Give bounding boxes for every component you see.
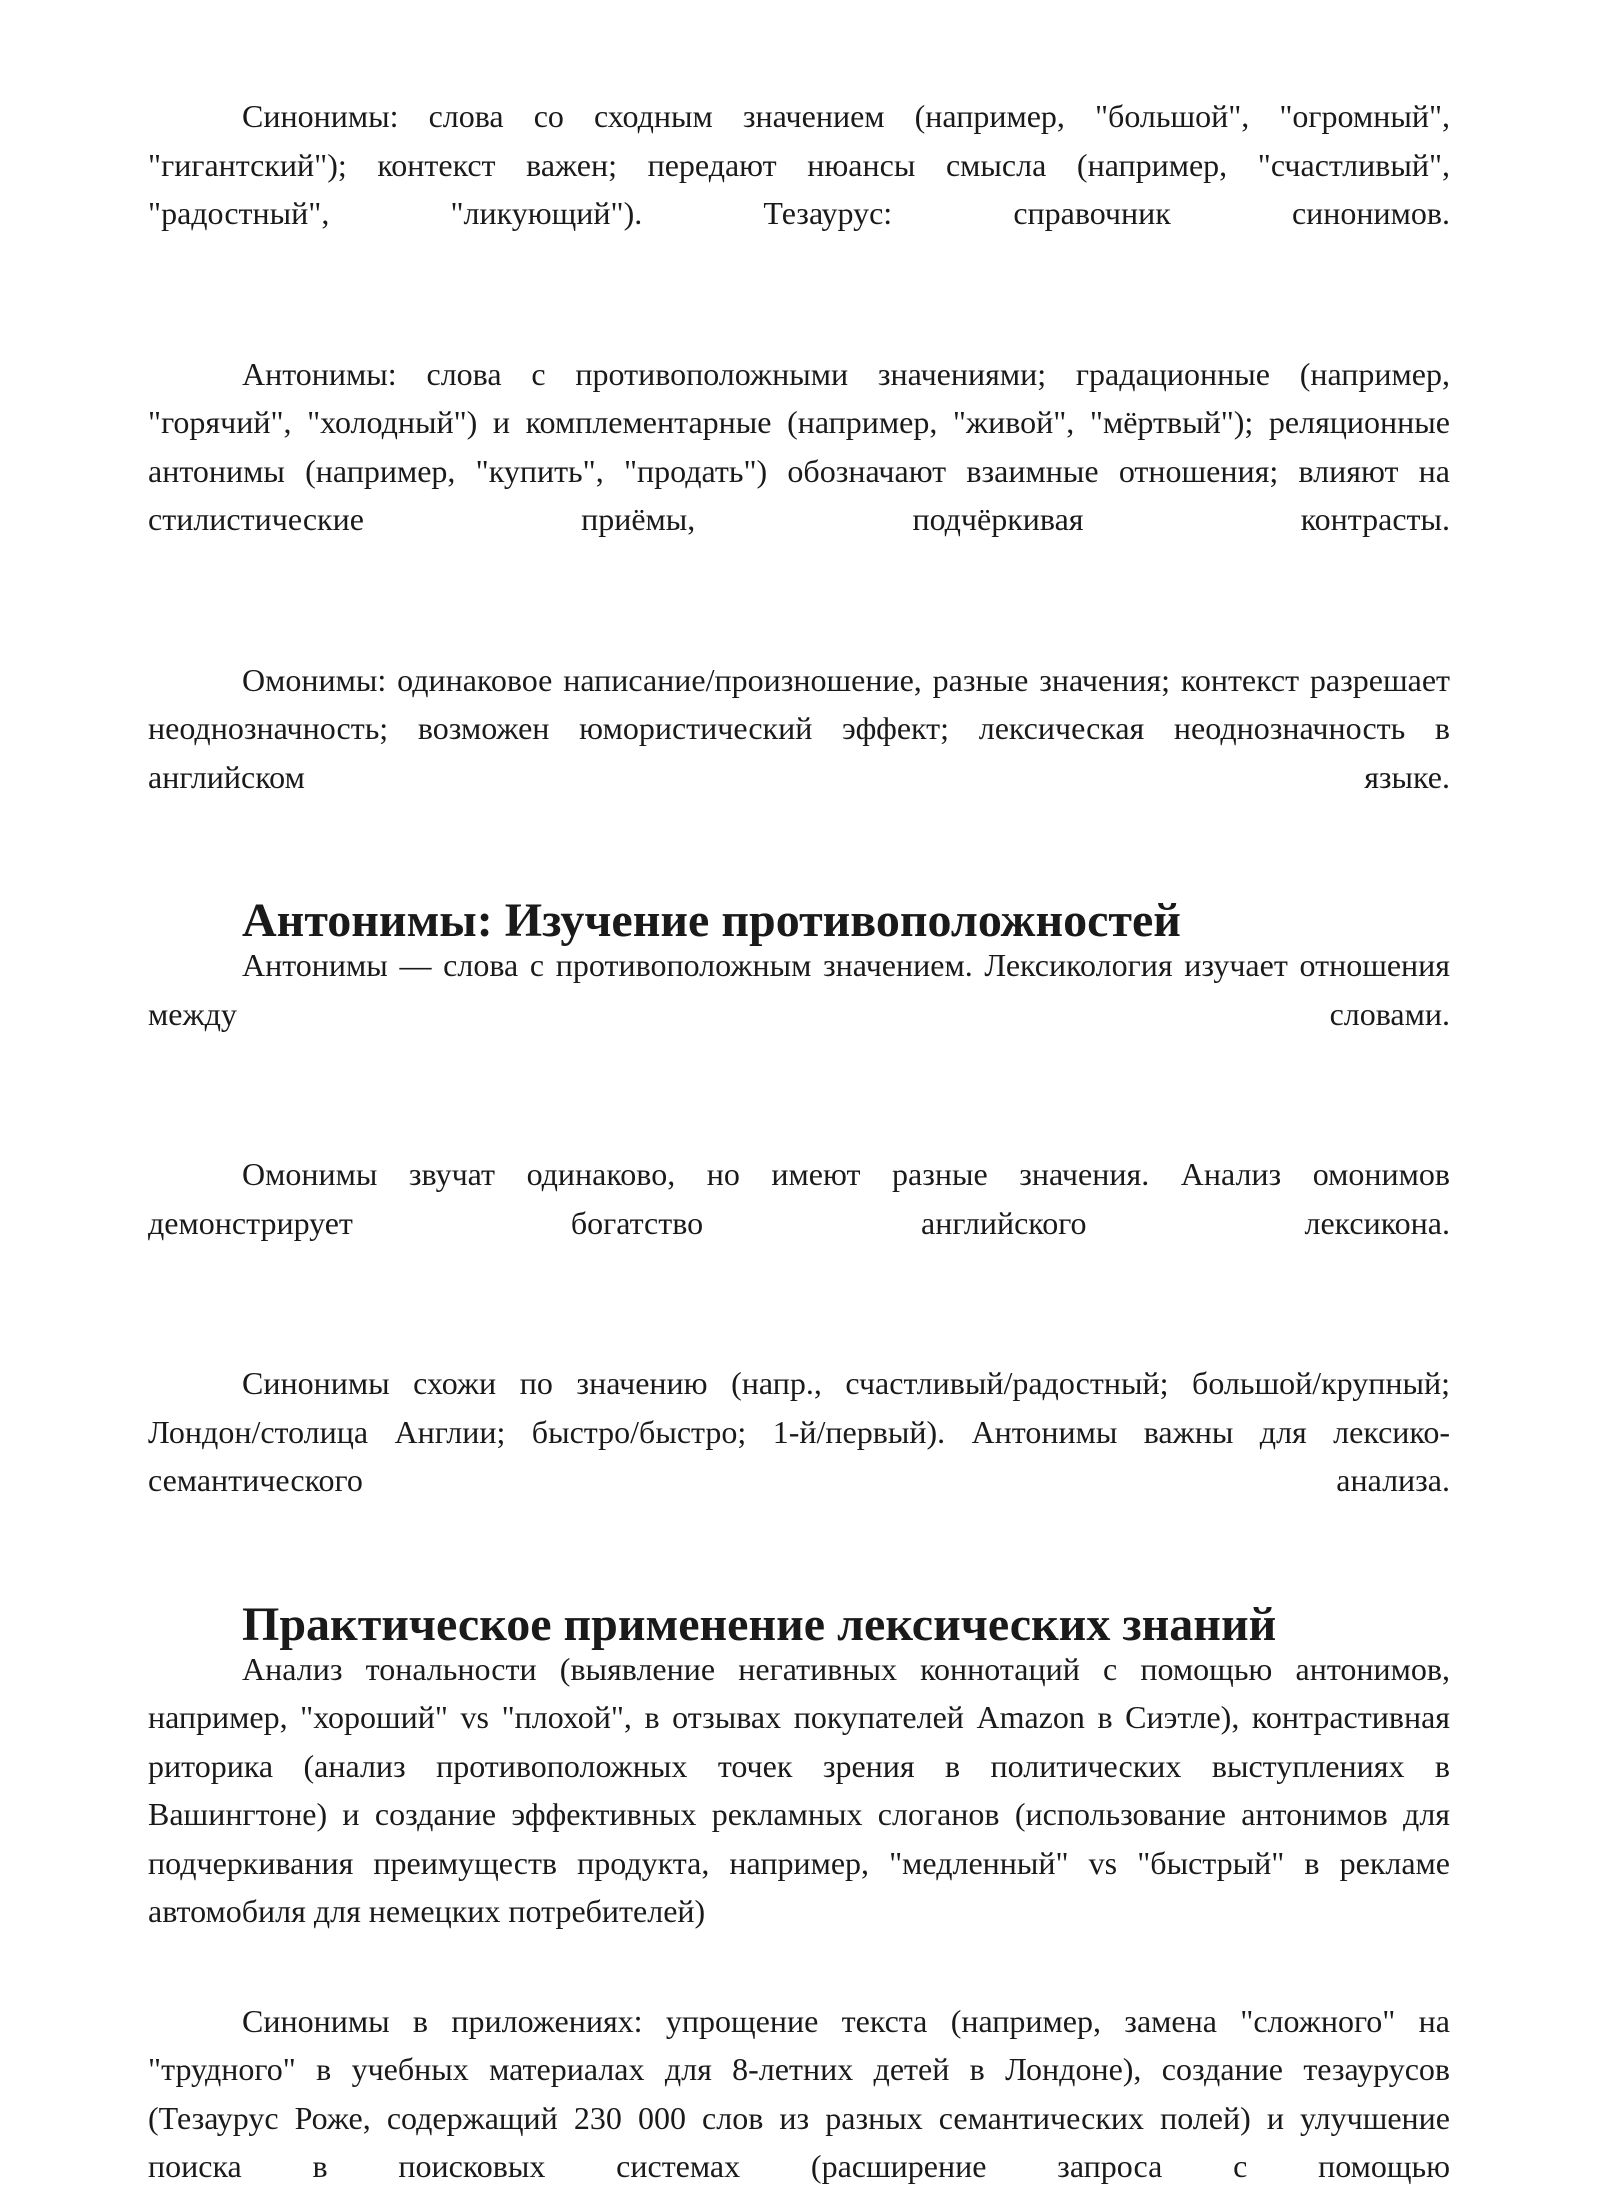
paragraph-synonyms: Синонимы: слова со сходным значением (например, "большой", "огромный", "гигантский"); контекст важен; передают нюансы смысла (например, "счастливый", "радостный", "ликующий"). Тезаурус: справочник синонимов. — [148, 98, 1450, 231]
section-heading-antonyms: Антонимы: Изучение противоположностей — [242, 894, 1181, 947]
paragraph-homonyms: Омонимы: одинаковое написание/произношение, разные значения; контекст разрешает неоднозначность; возможен юмористический эффект; лексическая неоднозначность в английском языке. — [148, 661, 1450, 795]
paragraph-antonyms-definition: Антонимы — слова с противоположным значением. Лексикология изучает отношения между словами. — [148, 947, 1450, 1032]
section-heading-practical: Практическое применение лексических знаний — [242, 1597, 1277, 1651]
paragraph-sentiment-analysis: Анализ тональности (выявление негативных коннотаций с помощью антонимов, например, "хороший" vs "плохой", в отзывах покупателей Amazon в Сиэтле), контрастивная риторика (анализ противоположных точек зрения в политических выступлениях в Вашингтоне) и создание эффективных рекламных слоганов (использование антонимов для подчеркивания преимуществ продукта, например, "медленный" vs "быстрый" в рекламе автомобиля для немецких потребителей) — [148, 1650, 1450, 1929]
document-page — [148, 92, 1450, 2191]
paragraph-synonyms-applications: Синонимы в приложениях: упрощение текста (например, замена "сложного" на "трудного" в учебных материалах для 8-летних детей в Лондоне), создание тезаурусов (Тезаурус Роже, содержащий 230 000 слов из разных семантических полей) и улучшение поиска в поисковых системах (расширение запроса с помощью — [148, 2002, 1450, 2184]
paragraph-synonyms-examples: Синонимы схожи по значению (напр., счастливый/радостный; большой/крупный; Лондон/столица Англии; быстро/быстро; 1-й/первый). Антонимы важны для лексико-семантического анализа. — [148, 1365, 1450, 1498]
paragraph-homonyms-sound: Омонимы звучат одинаково, но имеют разные значения. Анализ омонимов демонстрирует богатство английского лексикона. — [148, 1156, 1450, 1241]
paragraph-antonyms: Антонимы: слова с противоположными значениями; градационные (например, "горячий", "холодный") и комплементарные (например, "живой", "мёртвый"); реляционные антонимы (например, "купить", "продать") обозначают взаимные отношения; влияют на стилистические приёмы, подчёркивая контрасты. — [148, 355, 1450, 537]
